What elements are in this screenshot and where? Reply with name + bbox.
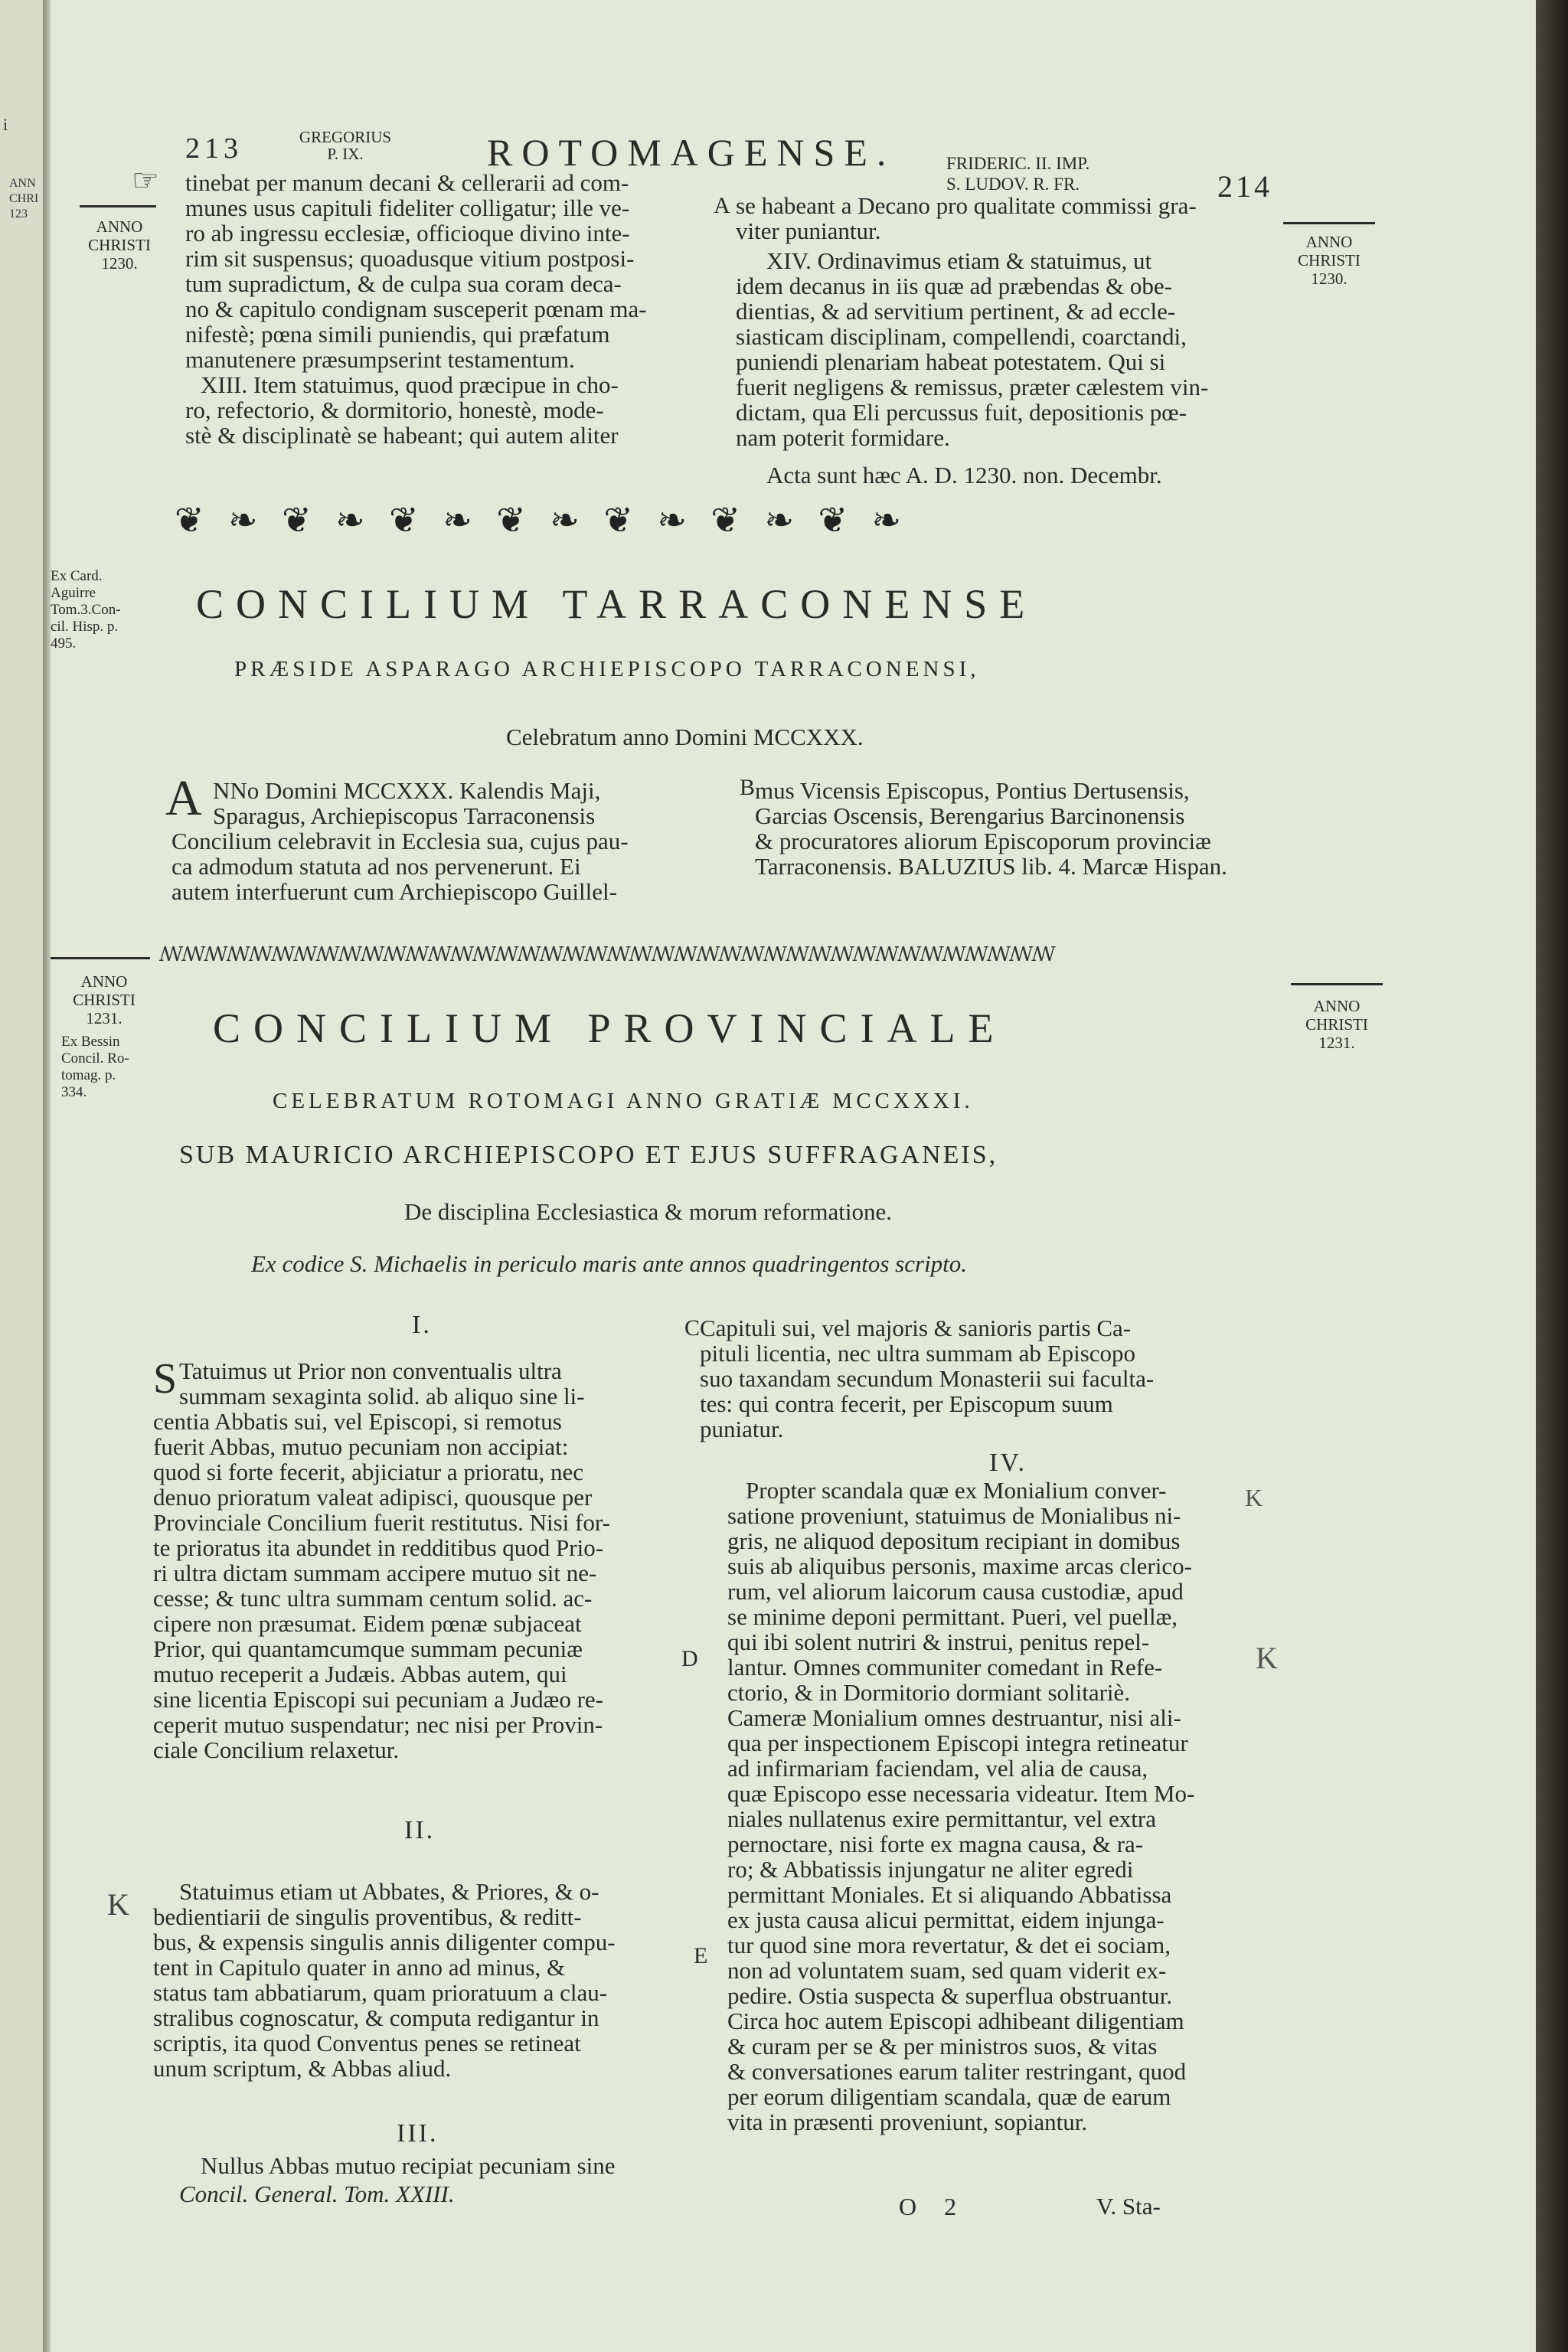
margin-rule-left: [80, 205, 156, 207]
text-line: dictam, qua Eli percussus fuit, depositionis pœ-: [736, 399, 1187, 426]
dropcap-S: S: [153, 1355, 178, 1403]
text-line: fuerit Abbas, mutuo pecuniam non accipiat:: [153, 1433, 569, 1460]
margin-source-aguirre: [51, 568, 121, 652]
text-line: Capituli sui, vel majoris & sanioris partis Ca-: [700, 1315, 1132, 1341]
dropcap-A: A: [165, 770, 202, 826]
margin-note-line: CHRISTI: [1305, 1015, 1368, 1034]
page-number-right: 214: [1217, 169, 1272, 204]
page-number-left: 213: [185, 132, 243, 165]
text-line: Tatuimus ut Prior non conventualis ultra: [179, 1357, 562, 1384]
text-line: denuo prioratum valeat adipisci, quousque per: [153, 1484, 593, 1511]
text-line: te prioratus ita abundet in redditibus quod Prio-: [153, 1534, 604, 1561]
margin-note-line: Ex Bessin: [61, 1034, 120, 1050]
text-line: Tarraconensis. BALUZIUS lib. 4. Marcæ Hispan.: [755, 853, 1227, 880]
signature-mark: O 2: [899, 2193, 968, 2220]
ornament-band: ❦ ❧ ❦ ❧ ❦ ❧ ❦ ❧ ❦ ❧ ❦ ❧ ❦ ❧: [175, 501, 910, 540]
text-line: stralibus cognoscatur, & computa redigantur in: [153, 2004, 599, 2031]
text-line: bus, & expensis singulis annis diligenter compu-: [153, 1929, 616, 1955]
margin-note-line: 334.: [61, 1084, 87, 1100]
text-line: manutenere præsumpserint testamentum.: [185, 346, 575, 373]
margin-note-line: CHRISTI: [88, 236, 151, 254]
text-line: non ad voluntatem suam, sed quam viderit ex-: [727, 1957, 1167, 1984]
text-line: rum, vel aliorum laicorum causa custodiæ, apud: [727, 1578, 1184, 1605]
catchword-right: V. Sta-: [1096, 2193, 1161, 2220]
text-line: summam sexaginta solid. ab aliquo sine li-: [179, 1383, 585, 1410]
margin-rule-right: [1283, 222, 1375, 224]
running-author: [292, 129, 399, 162]
text-line: suis ab aliquibus personis, maxime arcas clerico-: [727, 1553, 1192, 1579]
text-line: ro; & Abbatissis injungatur ne aliter egredi: [727, 1856, 1134, 1883]
text-line: qui ibi solent nutriri & instrui, penitus repel-: [727, 1628, 1150, 1655]
margin-letter-E: E: [694, 1943, 708, 1968]
catchword-left: Concil. General. Tom. XXIII.: [179, 2180, 455, 2207]
text-line: ctorio, & in Dormitorio dormiant solitariè.: [727, 1679, 1131, 1706]
text-line: Statuimus etiam ut Abbates, & Priores, & o-: [179, 1878, 599, 1905]
text-line: fuerit negligens & remissus, præter cælestem vin-: [736, 374, 1209, 400]
text-line: ciale Concilium relaxetur.: [153, 1736, 400, 1763]
text-line: idem decanus in iis quæ ad præbendas & obe-: [736, 273, 1172, 299]
margin-note-line: 495.: [51, 635, 77, 652]
margin-rule-right: [1291, 983, 1383, 985]
previous-page-edge: [0, 0, 43, 2352]
text-line: autem interfuerunt cum Archiepiscopo Guillel-: [172, 878, 617, 905]
text-line: cipere non præsumat. Eidem pœnæ subjaceat: [153, 1610, 582, 1637]
council-subtitle2-provinciale: SUB MAURICIO ARCHIEPISCOPO ET EJUS SUFFRAGANEIS,: [179, 1141, 998, 1169]
margin-letter-A: A: [714, 193, 730, 218]
text-line: per eorum diligentiam scandala, quæ de earum: [727, 2083, 1171, 2110]
text-line: qua per inspectionem Episcopi integra retineatur: [727, 1730, 1188, 1756]
prev-fragment-line: i: [3, 115, 8, 134]
author-line: GREGORIUS: [299, 128, 392, 146]
text-line: & curam per se & per ministros suos, & vitas: [727, 2033, 1158, 2060]
running-rulers: [946, 153, 1089, 194]
running-title: ROTOMAGENSE.: [487, 131, 896, 174]
text-line: Provinciale Concilium fuerit restitutus. Nisi for-: [153, 1509, 610, 1536]
text-line: mutuo receperit a Judæis. Abbas autem, qui: [153, 1661, 567, 1687]
text-line: Nullus Abbas mutuo recipiat pecuniam sine: [201, 2152, 616, 2179]
text-line: sine licentia Episcopi sui pecuniam a Judæo re-: [153, 1686, 603, 1713]
text-line: ex justa causa alicui permittat, eidem injunga-: [727, 1906, 1165, 1933]
margin-note-line: ANNO: [1305, 233, 1353, 251]
text-line: ad infirmariam faciendam, vel alia de causa,: [727, 1755, 1148, 1782]
council-title-provinciale: CONCILIUM PROVINCIALE: [213, 1005, 1007, 1051]
text-line: ro ab ingressu ecclesiæ, officioque divino inte-: [185, 220, 630, 247]
text-line: scriptis, ita quod Conventus penes se retineat: [153, 2030, 581, 2056]
text-line: puniendi plenariam habeat potestatem. Qui si: [736, 348, 1166, 375]
rulers-line: FRIDERIC. II. IMP.: [946, 154, 1090, 173]
text-line: ro, refectorio, & dormitorio, honestè, mode-: [185, 397, 604, 423]
margin-year-left-top: [77, 217, 162, 273]
text-line: pedire. Ostia suspecta & superflua obstruantur.: [727, 1982, 1173, 2009]
prev-page-margin-note: [9, 176, 38, 222]
section-number-I: I.: [412, 1311, 432, 1339]
margin-note-line: ANNO: [96, 217, 143, 236]
prev-fragment-line: 123: [9, 207, 28, 220]
text-line: Cameræ Monialium omnes destruantur, nisi ali-: [727, 1704, 1181, 1731]
text-line: se minime deponi permittant. Pueri, vel puellæ,: [727, 1603, 1178, 1630]
council-date-tarraconense: Celebratum anno Domini MCCXXX.: [506, 724, 864, 750]
text-line: tur quod sine mora revertatur, & det ei sociam,: [727, 1932, 1171, 1958]
text-line: Garcias Oscensis, Berengarius Barcinonensis: [755, 802, 1185, 829]
text-line: rim sit suspensus; quoadusque vitium postposi-: [185, 245, 635, 272]
margin-year-right-top: [1268, 233, 1390, 288]
text-line: quod si forte fecerit, abjiciatur a prioratu, nec: [153, 1459, 584, 1485]
text-line: siasticam disciplinam, compellendi, coarctandi,: [736, 323, 1187, 350]
text-line: Concilium celebravit in Ecclesia sua, cujus pau-: [172, 828, 629, 854]
text-line: pernoctare, nisi forte ex magna causa, & ra-: [727, 1831, 1144, 1857]
text-line: status tam abbatiarum, quam prioratuum a clau-: [153, 1979, 608, 2006]
text-line: gris, ne aliquod depositum recipiant in domibus: [727, 1527, 1181, 1554]
text-line: permittant Moniales. Et si aliquando Abbatissa: [727, 1881, 1172, 1908]
text-line: se habeant a Decano pro qualitate commissi gra-: [736, 192, 1197, 219]
text-line: & conversationes earum taliter restringant, quod: [727, 2058, 1187, 2085]
text-line: mus Vicensis Episcopus, Pontius Dertusensis,: [755, 777, 1190, 804]
margin-year-left-mid: [51, 972, 158, 1027]
text-line: centia Abbatis sui, vel Episcopi, si remotus: [153, 1408, 562, 1435]
text-line: pituli licentia, nec ultra summam ab Episcopo: [700, 1340, 1136, 1367]
margin-note-line: ANNO: [1313, 997, 1361, 1015]
prev-page-fragment: [3, 115, 8, 135]
council-title-tarraconense: CONCILIUM TARRACONENSE: [196, 581, 1037, 627]
text-line: ri ultra dictam summam accipere mutuo sit ne-: [153, 1560, 597, 1586]
margin-note-line: Aguirre: [51, 585, 96, 601]
book-gutter: [43, 0, 51, 2352]
margin-note-line: Tom.3.Con-: [51, 602, 121, 618]
pen-annotation-mark: K: [1245, 1484, 1263, 1511]
text-line: Acta sunt hæc A. D. 1230. non. Decembr.: [766, 462, 1162, 488]
text-line: viter puniantur.: [736, 217, 881, 244]
text-line: bedientiarii de singulis proventibus, & reditt-: [153, 1903, 582, 1930]
prev-fragment-line: CHRI: [9, 192, 39, 205]
margin-rule-left: [51, 957, 150, 959]
text-line: stè & disciplinatè se habeant; qui autem aliter: [185, 422, 619, 449]
text-line: puniatur.: [700, 1416, 784, 1442]
text-line: no & capitulo condignam susceperit pœnam ma-: [185, 296, 647, 322]
margin-note-line: cil. Hisp. p.: [51, 619, 119, 635]
section-number-II: II.: [404, 1816, 436, 1844]
pointing-hand-icon: ☞: [132, 163, 159, 198]
rulers-line: S. LUDOV. R. FR.: [946, 175, 1080, 194]
text-line: lantur. Omnes communiter comedant in Refe-: [727, 1654, 1163, 1681]
margin-note-line: CHRISTI: [1298, 251, 1361, 270]
text-line: ca admodum statuta ad nos pervenerunt. Ei: [172, 853, 581, 880]
text-line: XIII. Item statuimus, quod præcipue in cho-: [201, 371, 619, 398]
text-line: Prior, qui quantamcumque summam pecuniæ: [153, 1635, 583, 1662]
margin-note-line: Concil. Ro-: [61, 1050, 129, 1067]
text-line: unum scriptum, & Abbas aliud.: [153, 2055, 452, 2082]
text-line: nifestè; pœna simili puniendis, qui præfatum: [185, 321, 610, 348]
margin-letter-C: C: [684, 1315, 701, 1341]
council-source-provinciale: Ex codice S. Michaelis in periculo maris ante annos quadringentos scripto.: [251, 1250, 968, 1277]
text-line: Circa hoc autem Episcopi adhibeant diligentiam: [727, 2007, 1184, 2034]
text-line: nam poterit formidare.: [736, 424, 950, 451]
text-line: suo taxandam secundum Monasterii sui faculta-: [700, 1365, 1155, 1392]
text-line: tes: qui contra fecerit, per Episcopum suum: [700, 1390, 1113, 1417]
margin-note-line: 1231.: [1318, 1034, 1355, 1052]
text-line: satione proveniunt, statuimus de Monialibus ni-: [727, 1502, 1181, 1529]
author-line: P. IX.: [327, 145, 364, 163]
text-line: NNo Domini MCCXXX. Kalendis Maji,: [213, 777, 601, 804]
margin-note-line: CHRISTI: [73, 991, 136, 1009]
text-line: XIV. Ordinavimus etiam & statuimus, ut: [766, 247, 1152, 274]
council-topic-provinciale: De disciplina Ecclesiastica & morum reformatione.: [404, 1198, 892, 1225]
wavy-rule: ꟿꟿꟿꟿꟿꟿꟿꟿꟿꟿꟿꟿꟿꟿꟿꟿꟿꟿꟿꟿꟿꟿꟿꟿꟿꟿꟿꟿꟿꟿꟿꟿꟿꟿꟿꟿꟿꟿꟿꟿ: [159, 943, 1054, 965]
margin-note-line: Ex Card.: [51, 568, 103, 584]
margin-letter-B: B: [740, 775, 756, 800]
text-line: ceperit mutuo suspendatur; nec nisi per Provin-: [153, 1711, 603, 1738]
margin-year-right-mid: [1276, 997, 1398, 1052]
section-number-III: III.: [397, 2119, 439, 2148]
text-line: tum supradictum, & de culpa sua coram deca-: [185, 270, 622, 297]
text-line: tent in Capitulo quater in anno ad minus, &: [153, 1954, 566, 1981]
text-line: & procuratores aliorum Episcoporum provinciæ: [755, 828, 1211, 854]
margin-note-line: 1230.: [101, 254, 138, 273]
section-number-IV: IV.: [989, 1449, 1027, 1477]
margin-note-line: tomag. p.: [61, 1067, 116, 1083]
text-line: vita in præsenti proveniunt, sopiantur.: [727, 2109, 1088, 2135]
council-subtitle-provinciale: CELEBRATUM ROTOMAGI ANNO GRATIÆ MCCXXXI.: [273, 1089, 974, 1113]
text-line: munes usus capituli fideliter colligatur; ille ve-: [185, 194, 630, 221]
text-line: Sparagus, Archiepiscopus Tarraconensis: [213, 802, 596, 829]
text-line: tinebat per manum decani & cellerarii ad com-: [185, 169, 629, 196]
book-page: [51, 0, 1536, 2352]
margin-source-bessin: [61, 1034, 129, 1101]
text-line: niales nullatenus exire permittantur, vel extra: [727, 1805, 1156, 1832]
pen-annotation-mark: K: [1256, 1641, 1278, 1675]
council-subtitle-tarraconense: PRÆSIDE ASPARAGO ARCHIEPISCOPO TARRACONENSI,: [234, 657, 980, 681]
text-line: Propter scandala quæ ex Monialium conver-: [746, 1477, 1167, 1504]
prev-fragment-line: ANN: [9, 177, 36, 190]
text-line: cesse; & tunc ultra summam centum solid. ac-: [153, 1585, 593, 1612]
text-line: quæ Episcopo esse necessaria videatur. Item Mo-: [727, 1780, 1195, 1807]
margin-note-line: 1230.: [1311, 270, 1348, 288]
margin-note-line: ANNO: [80, 972, 128, 991]
page-edge-shadow: [1536, 0, 1568, 2352]
pen-annotation-mark: K: [107, 1887, 129, 1922]
margin-note-line: 1231.: [86, 1009, 122, 1027]
text-line: dientias, & ad servitium pertinent, & ad eccle-: [736, 298, 1176, 325]
margin-letter-D: D: [681, 1646, 698, 1671]
